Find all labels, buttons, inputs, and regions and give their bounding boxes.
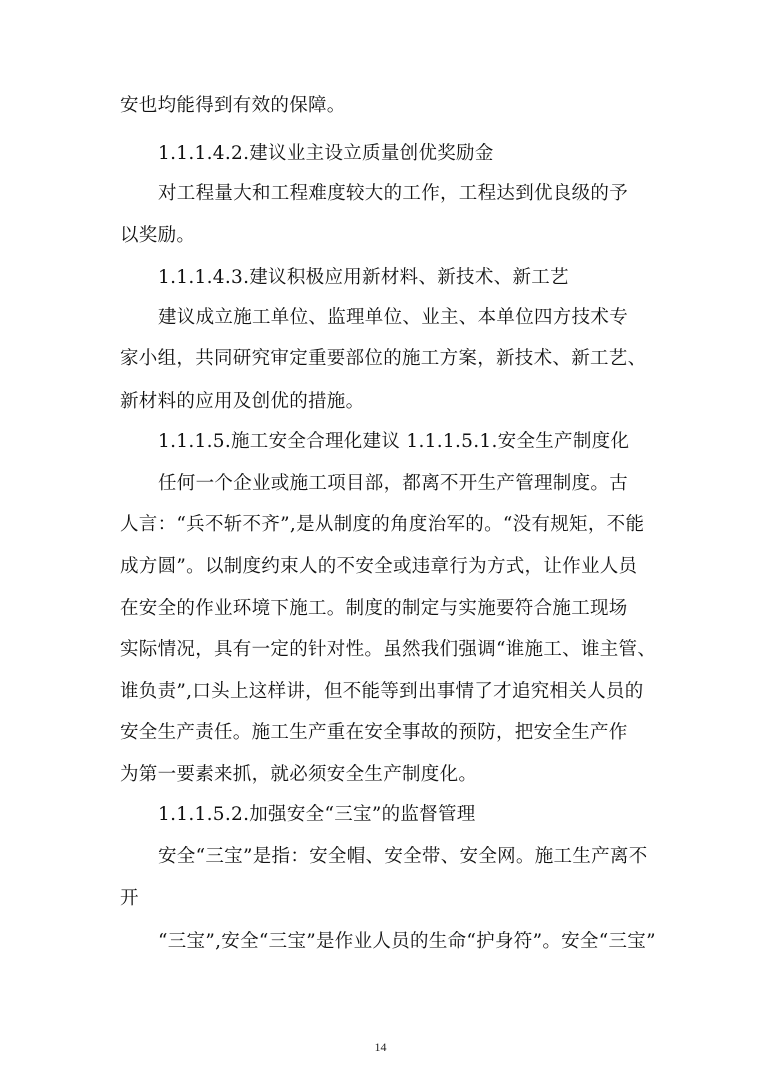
paragraph-line: “三宝”,安全“三宝”是作业人员的生命“护身符”。安全“三宝” <box>158 931 656 952</box>
section-heading: 1.1.1.4.2.建议业主设立质量创优奖励金 <box>158 143 494 164</box>
paragraph-line: 安也均能得到有效的保障。 <box>120 95 346 116</box>
paragraph-line: 人言：“兵不斩不齐”,是从制度的角度治军的。“没有规矩，不能 <box>120 514 645 535</box>
paragraph-line: 建议成立施工单位、监理单位、业主、本单位四方技术专 <box>158 307 629 328</box>
paragraph-line: 谁负责”,口头上这样讲，但不能等到出事情了才追究相关人员的 <box>120 681 644 702</box>
paragraph-line: 成方圆”。以制度约束人的不安全或违章行为方式，让作业人员 <box>120 556 638 577</box>
paragraph-line: 实际情况，具有一定的针对性。虽然我们强调“谁施工、谁主管、 <box>120 639 657 660</box>
section-heading: 1.1.1.5.施工安全合理化建议 1.1.1.5.1.安全生产制度化 <box>158 431 630 452</box>
paragraph-line: 对工程量大和工程难度较大的工作，工程达到优良级的予 <box>158 183 629 204</box>
paragraph-line: 开 <box>120 888 139 909</box>
paragraph-line: 在安全的作业环境下施工。制度的制定与实施要符合施工现场 <box>120 598 628 619</box>
paragraph-line: 以奖励。 <box>120 225 196 246</box>
paragraph-line: 安全“三宝”是指：安全帽、安全带、安全网。施工生产离不 <box>158 846 648 867</box>
paragraph-line: 为第一要素来抓，就必须安全生产制度化。 <box>120 764 478 785</box>
paragraph-line: 安全生产责任。施工生产重在安全事故的预防，把安全生产作 <box>120 722 628 743</box>
section-heading: 1.1.1.4.3.建议积极应用新材料、新技术、新工艺 <box>158 267 569 288</box>
section-heading: 1.1.1.5.2.加强安全“三宝”的监督管理 <box>158 804 476 825</box>
paragraph-line: 任何一个企业或施工项目部，都离不开生产管理制度。古 <box>158 473 629 494</box>
paragraph-line: 家小组，共同研究审定重要部位的施工方案，新技术、新工艺、 <box>120 348 647 369</box>
page-number: 14 <box>374 1040 387 1054</box>
paragraph-line: 新材料的应用及创优的措施。 <box>120 391 365 412</box>
